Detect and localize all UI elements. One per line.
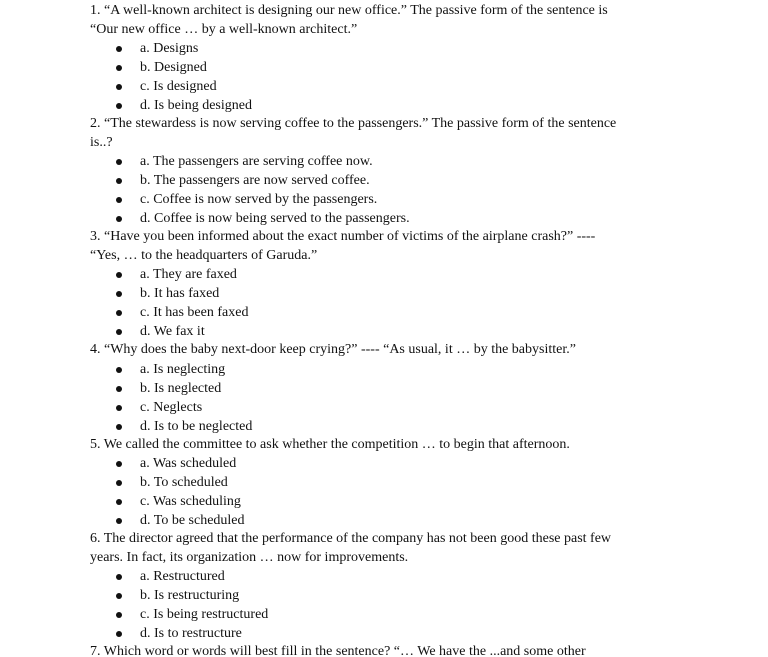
option-item — [90, 379, 690, 398]
option-item — [90, 417, 690, 436]
options-list — [90, 39, 690, 115]
option-text: a. They are faxed — [140, 267, 237, 282]
bullet-icon — [116, 65, 122, 71]
question-4 — [90, 341, 690, 436]
option-text: b. The passengers are now served coffee. — [140, 173, 370, 188]
question-stem — [90, 2, 690, 39]
option-text: c. Is designed — [140, 79, 217, 94]
option-item — [90, 360, 690, 379]
option-text: a. Is neglecting — [140, 361, 226, 377]
option-text: c. Was scheduling — [140, 494, 241, 509]
bullet-icon — [116, 480, 122, 486]
stem-line: is..? — [90, 134, 113, 150]
bullet-icon — [116, 367, 122, 373]
option-item — [90, 152, 690, 171]
stem-line: 1. “A well-known architect is designing our new office.” The passive form of the sentence is — [90, 3, 608, 18]
bullet-icon — [116, 178, 122, 184]
option-text: a. Restructured — [140, 569, 225, 584]
question-2 — [90, 115, 690, 228]
option-text: b. Is restructuring — [140, 588, 240, 603]
bullet-icon — [116, 216, 122, 222]
option-item — [90, 605, 690, 624]
bullet-icon — [116, 272, 122, 278]
option-item — [90, 190, 690, 209]
bullet-icon — [116, 461, 122, 467]
bullet-icon — [116, 499, 122, 505]
option-text: d. To be scheduled — [140, 513, 245, 528]
bullet-icon — [116, 518, 122, 524]
question-stem — [90, 228, 690, 265]
question-6 — [90, 530, 690, 643]
bullet-icon — [116, 631, 122, 637]
option-item — [90, 492, 690, 511]
stem-line: 2. “The stewardess is now serving coffee to the passengers.” The passive form of the sentence — [90, 116, 617, 131]
option-text: d. Is to be neglected — [140, 418, 253, 434]
quiz-document — [90, 0, 690, 657]
cut-off-line — [90, 643, 690, 657]
options-list — [90, 152, 690, 228]
option-text: a. Was scheduled — [140, 456, 237, 471]
option-text: d. Coffee is now being served to the passengers. — [140, 211, 410, 226]
option-text: c. It has been faxed — [140, 305, 249, 320]
option-item — [90, 209, 690, 228]
options-list — [90, 454, 690, 530]
bullet-icon — [116, 593, 122, 599]
option-item — [90, 454, 690, 473]
option-item — [90, 567, 690, 586]
option-item — [90, 77, 690, 96]
option-text: b. To scheduled — [140, 475, 228, 490]
option-item — [90, 284, 690, 303]
bullet-icon — [116, 574, 122, 580]
option-item — [90, 39, 690, 58]
option-item — [90, 586, 690, 605]
option-item — [90, 58, 690, 77]
option-text: a. Designs — [140, 41, 199, 56]
stem-line: 6. The director agreed that the performance of the company has not been good these past few — [90, 531, 612, 546]
option-item — [90, 265, 690, 284]
option-text: d. Is being designed — [140, 98, 252, 113]
stem-line: “Our new office … by a well-known architect.” — [90, 21, 358, 37]
bullet-icon — [116, 612, 122, 618]
option-text: c. Coffee is now served by the passengers. — [140, 192, 378, 207]
option-text: d. We fax it — [140, 324, 205, 339]
option-item — [90, 96, 690, 115]
question-stem — [90, 530, 690, 567]
option-text: b. Is neglected — [140, 380, 222, 396]
question-stem — [90, 115, 690, 152]
options-list — [90, 567, 690, 643]
stem-line: 7. Which word or words will best fill in the sentence? “… We have the ...and some other — [90, 644, 586, 657]
bullet-icon — [116, 46, 122, 52]
stem-line: 3. “Have you been informed about the exact number of victims of the airplane crash?” ---- — [90, 229, 596, 244]
option-item — [90, 171, 690, 190]
option-item — [90, 398, 690, 417]
option-text: c. Is being restructured — [140, 607, 269, 622]
bullet-icon — [116, 159, 122, 165]
option-text: c. Neglects — [140, 399, 203, 415]
question-stem — [90, 436, 690, 455]
bullet-icon — [116, 329, 122, 335]
option-item — [90, 322, 690, 341]
question-3 — [90, 228, 690, 341]
options-list — [90, 265, 690, 341]
bullet-icon — [116, 197, 122, 203]
option-item — [90, 303, 690, 322]
option-item — [90, 511, 690, 530]
option-text: b. Designed — [140, 60, 207, 75]
option-text: b. It has faxed — [140, 286, 220, 301]
stem-line: 4. “Why does the baby next-door keep crying?” ---- “As usual, it … by the babysitter.” — [90, 342, 576, 357]
stem-line: 5. We called the committee to ask whether the competition … to begin that afternoon. — [90, 436, 570, 452]
bullet-icon — [116, 424, 122, 430]
option-item — [90, 473, 690, 492]
option-text: d. Is to restructure — [140, 626, 242, 641]
bullet-icon — [116, 103, 122, 109]
question-1 — [90, 2, 690, 115]
bullet-icon — [116, 291, 122, 297]
stem-line: years. In fact, its organization … now for improvements. — [90, 549, 409, 565]
options-list — [90, 360, 690, 436]
question-stem — [90, 341, 690, 360]
bullet-icon — [116, 84, 122, 90]
bullet-icon — [116, 386, 122, 392]
stem-line: “Yes, … to the headquarters of Garuda.” — [90, 247, 318, 263]
bullet-icon — [116, 310, 122, 316]
option-text: a. The passengers are serving coffee now. — [140, 154, 373, 169]
option-item — [90, 624, 690, 643]
question-5 — [90, 436, 690, 531]
bullet-icon — [116, 405, 122, 411]
